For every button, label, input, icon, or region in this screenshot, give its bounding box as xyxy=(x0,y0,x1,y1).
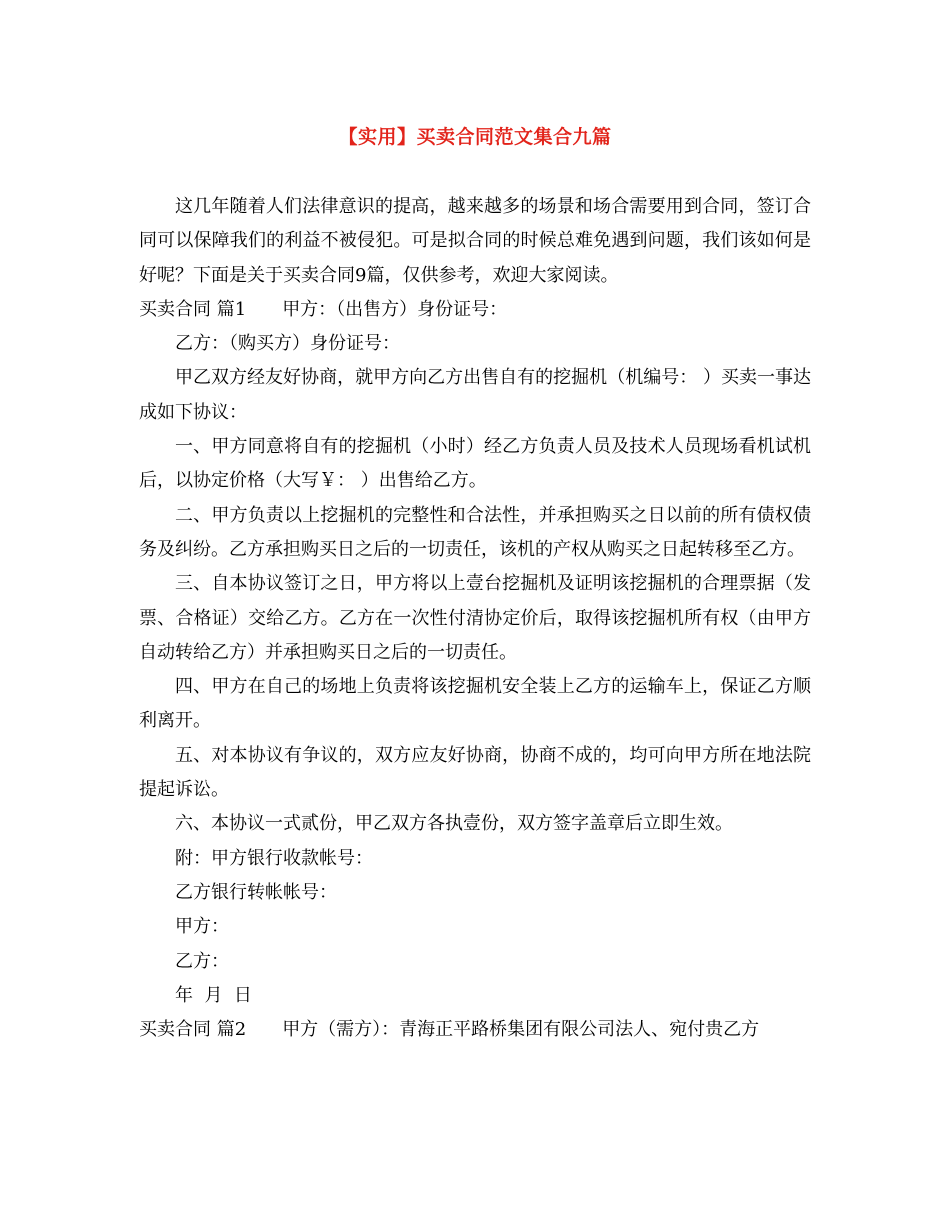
signature-party-b: 乙方： xyxy=(175,950,229,972)
attachment-bank-b: 乙方银行转帐帐号： xyxy=(175,881,337,903)
clause-3: 三、自本协议签订之日，甲方将以上壹台挖掘机及证明该挖掘机的合理票据（发票、合格证）交给乙方。乙方在一次性付清协定价后，取得该挖掘机所有权（由甲方自动转给乙方）并承担购买日之后的一切责任。 xyxy=(139,573,811,663)
section-heading: 买卖合同 篇1 xyxy=(139,298,247,320)
party-a-line: 甲方：（出售方）身份证号： xyxy=(282,298,508,320)
document-body xyxy=(139,190,811,1047)
clause-5: 五、对本协议有争议的，双方应友好协商，协商不成的，均可向甲方所在地法院提起诉讼。 xyxy=(139,744,811,801)
clause-1: 一、甲方同意将自有的挖掘机（小时）经乙方负责人员及技术人员现场看机试机后，以协定价格（大写￥： ）出售给乙方。 xyxy=(139,436,811,492)
section-1-heading-line xyxy=(139,293,811,327)
party-a-line: 甲方（需方）：青海正平路桥集团有限公司法人、宛付贵乙方 xyxy=(282,1019,760,1041)
preamble-paragraph: 甲乙双方经友好协商，就甲方向乙方出售自有的挖掘机（机编号： ）买卖一事达成如下协议： xyxy=(139,367,811,423)
clause-2: 二、甲方负责以上挖掘机的完整性和合法性，并承担购买之日以前的所有债权债务及纠纷。乙方承担购买日之后的一切责任，该机的产权从购买之日起转移至乙方。 xyxy=(139,504,811,560)
intro-paragraph: 这几年随着人们法律意识的提高，越来越多的场景和场合需要用到合同，签订合同可以保障我们的利益不被侵犯。可是拟合同的时候总难免遇到问题，我们该如何是好呢？下面是关于买卖合同9篇，仅供参考，欢迎大家阅读。 xyxy=(139,196,811,286)
section-2-heading-line xyxy=(139,1013,811,1047)
document-title: 【实用】买卖合同范文集合九篇 xyxy=(338,126,612,148)
attachment-bank-a: 附：甲方银行收款帐号： xyxy=(175,847,373,869)
section-heading: 买卖合同 篇2 xyxy=(139,1019,247,1041)
party-b-line: 乙方：（购买方）身份证号： xyxy=(175,333,400,355)
signature-party-a: 甲方： xyxy=(175,916,229,938)
clause-6: 六、本协议一式贰份，甲乙双方各执壹份，双方签字盖章后立即生效。 xyxy=(175,813,733,835)
signature-date: 年 月 日 xyxy=(175,984,252,1006)
clause-4: 四、甲方在自己的场地上负责将该挖掘机安全装上乙方的运输车上，保证乙方顺利离开。 xyxy=(139,676,811,732)
